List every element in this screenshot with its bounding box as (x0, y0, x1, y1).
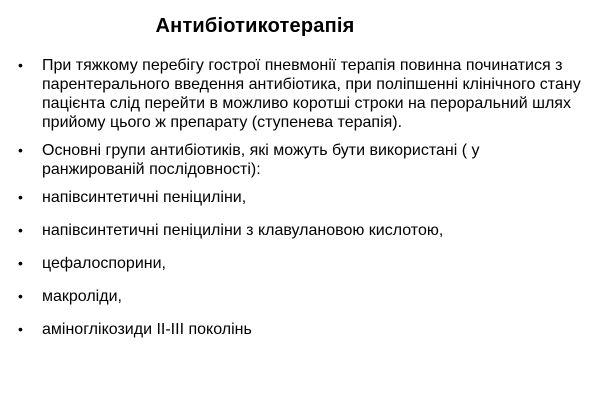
bullet-text: напівсинтетичні пеніциліни з клавулановою кислотою, (42, 222, 444, 239)
bullet-text: напівсинтетичні пеніциліни, (42, 189, 247, 206)
bullet-icon: • (18, 255, 23, 271)
bullet-icon: • (18, 189, 23, 205)
bullet-icon: • (18, 142, 23, 158)
bullet-text: аміноглікозиди ІІ-ІІІ поколінь (42, 321, 252, 338)
bullet-item-antibiotic-groups (18, 141, 586, 179)
bullet-text: макроліди, (42, 288, 122, 305)
bullet-icon: • (18, 321, 23, 337)
bullet-icon: • (18, 222, 23, 238)
bullet-item-cephalosporins (18, 254, 586, 273)
bullet-list (18, 56, 586, 353)
bullet-icon: • (18, 57, 23, 73)
bullet-text: Основні групи антибіотиків, які можуть бути використані ( у ранжированій послідовності): (42, 142, 480, 178)
bullet-item-penicillins (18, 188, 586, 207)
bullet-item-macrolides (18, 287, 586, 306)
bullet-text: При тяжкому перебігу гострої пневмонії терапія повинна починатися з парентерального введення антибіотика, при поліпшенні клінічного стану пацієнта слід перейти в можливо коротші строки на пероральний шлях прийому цього ж препарату (ступенева терапія). (42, 57, 581, 131)
bullet-item-aminoglycosides (18, 320, 586, 339)
bullet-item-treatment-approach (18, 56, 586, 132)
slide-title: Антибіотикотерапія (155, 15, 355, 37)
bullet-item-penicillins-clavulanate (18, 221, 586, 240)
bullet-icon: • (18, 288, 23, 304)
bullet-text: цефалоспорини, (42, 255, 166, 272)
